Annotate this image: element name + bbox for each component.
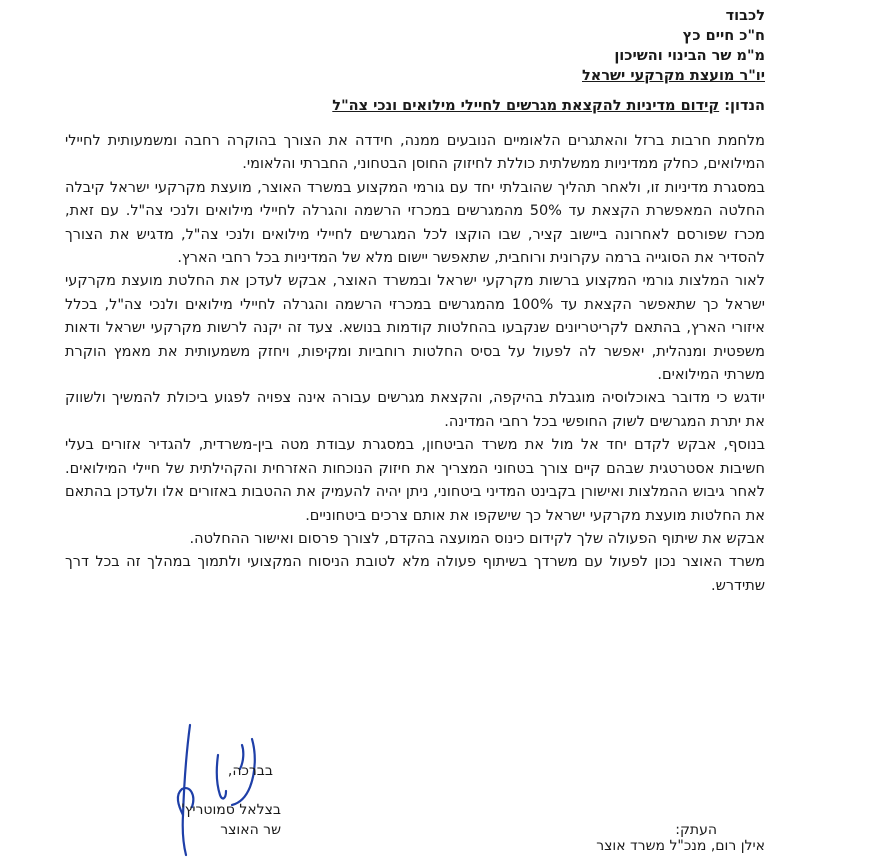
subject-line [332, 98, 765, 114]
subject-text: קידום מדיניות להקצאת מגרשים לחיילי מילואים ונכי צה"ל [332, 98, 720, 114]
body-paragraph-3: לאור המלצות גורמי המקצוע ברשות מקרקעי ישראל ובמשרד האוצר, אבקש לעדכן את החלטת מועצת מקרקעי ישראל כך שתאפשר הקצאת עד 100% מהמגרשים במכרזי הרשמה והגרלה לחיילי מילואים ולנכי צה"ל, בכלל איזורי הארץ, בהתאם לקריטריונים שנקבעו בהחלטות קודמות בנושא. צעד זה יקנה לרשות מקרקעי ישראל ודאות משפטית ומנהלית, יאפשר לה לפעול על בסיס החלטות רוחביות ומקיפות, ויחזק משמעותית את מאמץ הוקרת משרתי המילואים. [65, 273, 765, 384]
signature-stroke-mid [217, 755, 226, 798]
recipient-salutation: לכבוד [725, 8, 765, 24]
closing-greeting: בברכה, [227, 763, 273, 779]
cc-recipient: אילן רום, מנכ"ל משרד אוצר [596, 838, 765, 854]
body-paragraph-4: יודגש כי מדובר באוכלוסיה מוגבלת בהיקפה, והקצאת מגרשים עבורה אינה צפויה לפגוע ביכולת להמשיך ולשווק את יתרת המגרשים לשוק החופשי בכל רחבי המדינה. [65, 390, 765, 430]
body-paragraph-2: במסגרת מדיניות זו, ולאחר תהליך שהובלתי יחד עם גורמי המקצוע במשרד האוצר, מועצת מקרקעי ישראל קיבלה החלטה המאפשרת הקצאת עד 50% מהמגרשים במכרזי הרשמה והגרלה לחיילי מילואים ולנכי צה"ל. עם זאת, מכרז שפורסם לאחרונה ביישוב קציר, שבו הוקצו לכל המגרשים לחיילי מילואים ולנכי צה"ל, מדגיש את הצורך להסדיר את הסוגייה ברמה עקרונית ורוחבית, שתאפשר יישום מלא של המדיניות בכל רחבי הארץ. [65, 179, 765, 267]
signer-title: שר האוצר [220, 822, 281, 838]
body-paragraph-1: מלחמת חרבות ברזל והאתגרים הלאומיים הנובעים ממנה, חידדה את הצורך בהוקרה רחבה ומשמעותית לחיילי המילואים, כחלק ממדיניות ממשלתית כוללת לחיזוק החוסן הבטחוני, החברתי והלאומי. [65, 133, 765, 173]
body-paragraph-6: אבקש את שיתוף הפעולה שלך לקידום כינוס המועצה בהקדם, לצורך פרסום ואישור ההחלטה. [189, 530, 765, 547]
recipient-block [582, 6, 765, 86]
subject-label: הנדון: [724, 98, 765, 114]
signer-block [181, 800, 281, 840]
recipient-role: מ"מ שר הבינוי והשיכון [614, 48, 765, 64]
cc-label: העתק: [675, 822, 717, 838]
signer-name: בצלאל סמוטריץ' [180, 802, 281, 818]
letter-body [65, 130, 765, 598]
recipient-council-role: יו"ר מועצת מקרקעי ישראל [582, 68, 765, 84]
body-paragraph-7: משרד האוצר נכון לפעול עם משרדך בשיתוף פעולה מלא לטובת הניסוח המקצועי ולתמוך במהלך זה בכל דרך שתידרש. [65, 554, 765, 594]
recipient-name: ח"כ חיים כץ [682, 28, 765, 44]
body-paragraph-5: בנוסף, אבקש לקדם יחד אל מול את משרד הביטחון, במסגרת עבודת מטה בין-משרדית, להגדיר אזורים בעלי חשיבות אסטרטגית שבהם קיים צורך בטחוני המצריך את חיזוק הנוכחות האזרחית והקהילתית של חיילי המילואים. לאחר גיבוש ההמלצות ואישורן בקבינט המדיני ביטחוני, ניתן יהיה להעמיק את ההטבות באזורים אלו ולעדכן בהתאם את החלטות מועצת מקרקעי ישראל כך שישקפו את אותם צרכים ביטחוניים. [65, 437, 765, 524]
